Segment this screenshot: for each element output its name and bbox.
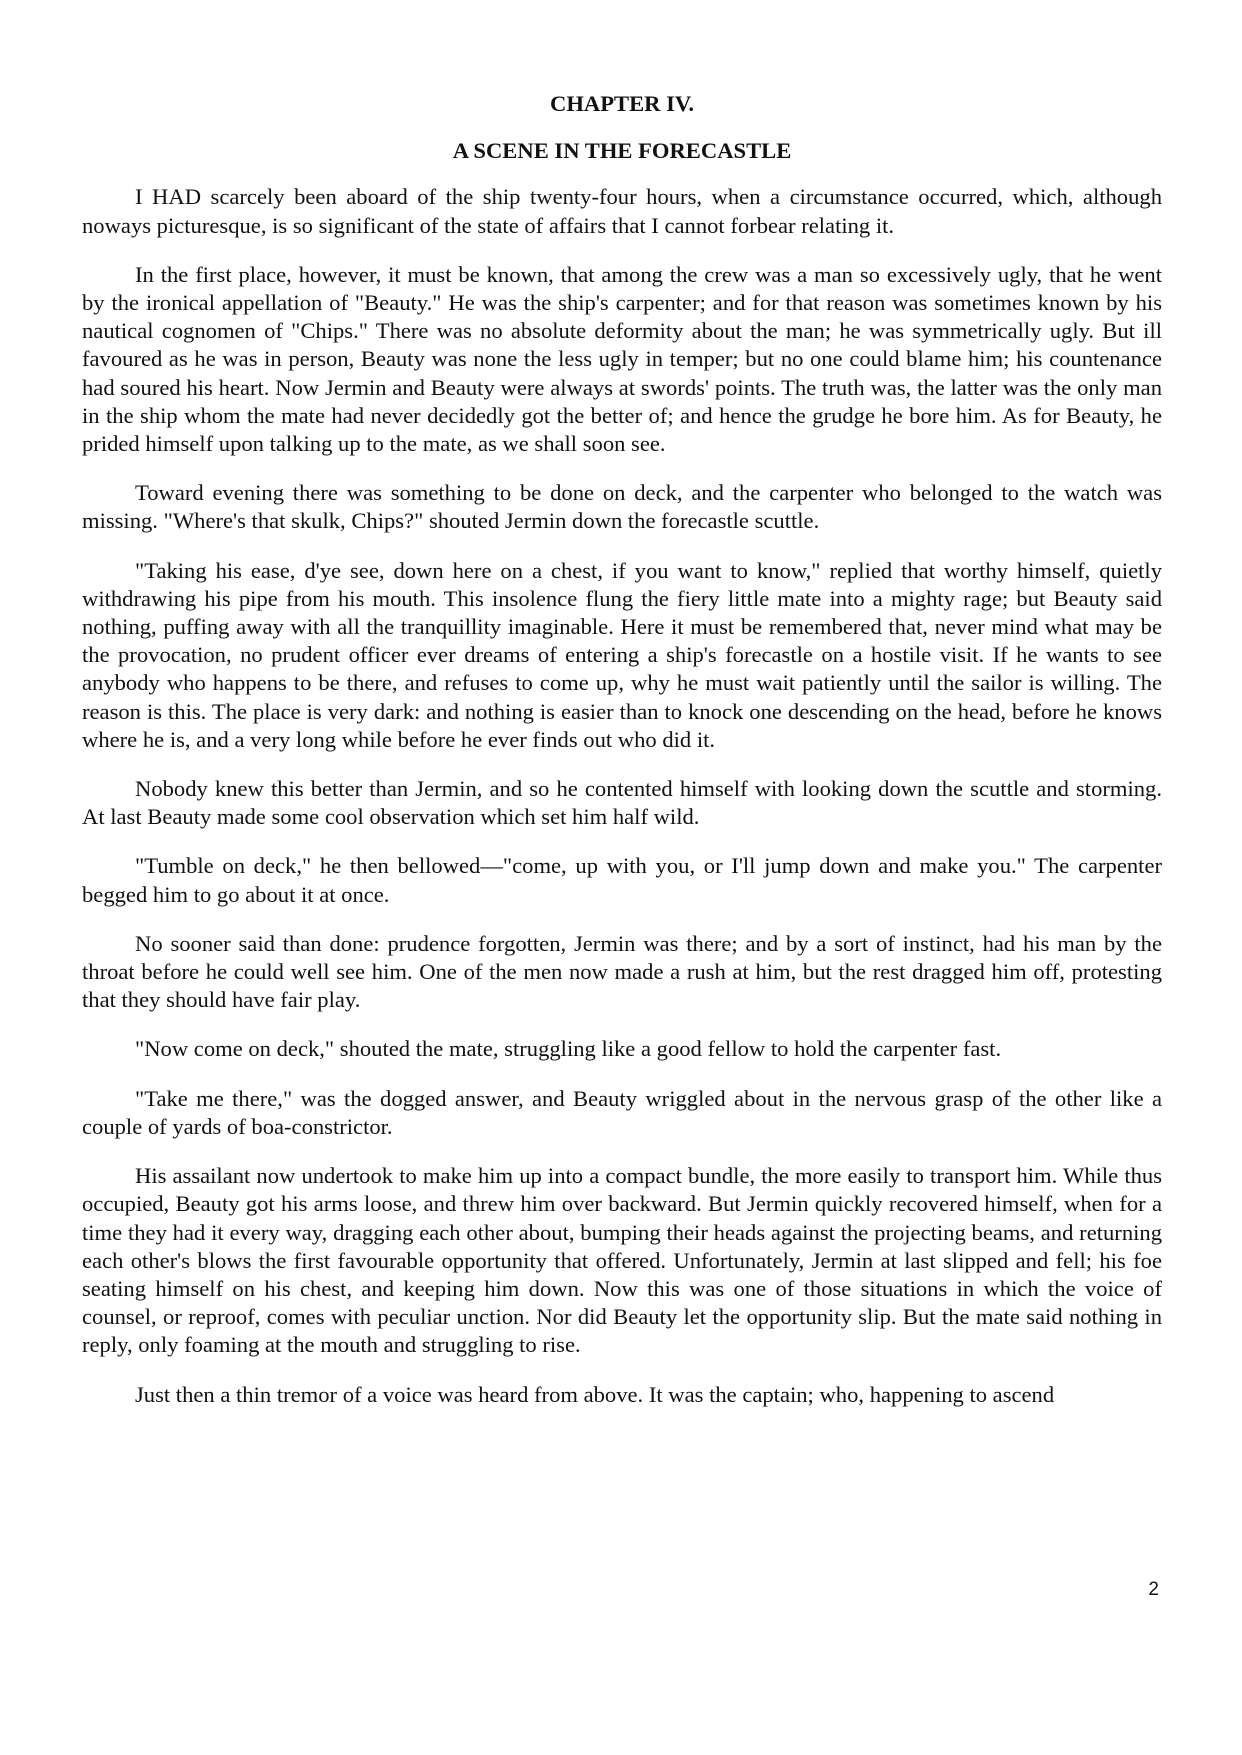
chapter-number: CHAPTER IV. xyxy=(550,91,694,116)
chapter-title: A SCENE IN THE FORECASTLE xyxy=(452,138,792,164)
paragraph-8: "Now come on deck," shouted the mate, struggling like a good fellow to hold the carpenter fast. xyxy=(135,1036,1002,1062)
paragraph-7: No sooner said than done: prudence forgotten, Jermin was there; and by a sort of instinct, had his man by the throat before he could well see him. One of the men now made a rush at him, but the rest dragged him off, protesting that they should have fair play. xyxy=(82,930,1162,1013)
paragraph-9: "Take me there," was the dogged answer, and Beauty wriggled about in the nervous grasp of the other like a couple of yards of boa-constrictor. xyxy=(82,1085,1162,1139)
page-number: 2 xyxy=(1148,1579,1159,1600)
paragraph-6: "Tumble on deck," he then bellowed—"come, up with you, or I'll jump down and make you." The carpenter begged him to go about it at once. xyxy=(82,853,1162,907)
paragraph-10: His assailant now undertook to make him up into a compact bundle, the more easily to transport him. While thus occupied, Beauty got his arms loose, and threw him over backward. But Jermin quickly recovered himself, when for a time they had it every way, dragging each other about, bumping their heads against the projecting beams, and returning each other's blows the first favourable opportunity that offered. Unfortunately, Jermin at last slipped and fell; his foe seating himself on his chest, and keeping him down. Now this was one of those situations in which the voice of counsel, or reproof, comes with peculiar unction. Nor did Beauty let the opportunity slip. But the mate said nothing in reply, only foaming at the mouth and struggling to rise. xyxy=(82,1163,1162,1358)
paragraph-1: I HAD scarcely been aboard of the ship twenty-four hours, when a circumstance occurred, which, although noways picturesque, is so significant of the state of affairs that I cannot forbear relating it. xyxy=(82,184,1162,238)
paragraph-3: Toward evening there was something to be done on deck, and the carpenter who belonged to the watch was missing. "Where's that skulk, Chips?" shouted Jermin down the forecastle scuttle. xyxy=(82,480,1162,534)
paragraph-4: "Taking his ease, d'ye see, down here on a chest, if you want to know," replied that worthy himself, quietly withdrawing his pipe from his mouth. This insolence flung the fiery little mate into a mighty rage; but Beauty said nothing, puffing away with all the tranquillity imaginable. Here it must be remembered that, never mind what may be the provocation, no prudent officer ever dreams of entering a ship's forecastle on a hostile visit. If he wants to see anybody who happens to be there, and refuses to come up, why he must wait patiently until the sailor is willing. The reason is this. The place is very dark: and nothing is easier than to knock one descending on the head, before he knows where he is, and a very long while before he ever finds out who did it. xyxy=(82,557,1162,752)
paragraph-5: Nobody knew this better than Jermin, and so he contented himself with looking down the scuttle and storming. At last Beauty made some cool observation which set him half wild. xyxy=(82,776,1162,830)
paragraph-11: Just then a thin tremor of a voice was heard from above. It was the captain; who, happening to ascend xyxy=(135,1381,1055,1407)
paragraph-2: In the first place, however, it must be known, that among the crew was a man so excessively ugly, that he went by the ironical appellation of "Beauty." He was the ship's carpenter; and for that reason was sometimes known by his nautical cognomen of "Chips." There was no absolute deformity about the man; he was symmetrically ugly. But ill favoured as he was in person, Beauty was none the less ugly in temper; but no one could blame him; his countenance had soured his heart. Now Jermin and Beauty were always at swords' points. The truth was, the latter was the only man in the ship whom the mate had never decidedly got the better of; and hence the grudge he bore him. As for Beauty, he prided himself upon talking up to the mate, as we shall soon see. xyxy=(82,261,1162,457)
chapter-text xyxy=(82,90,1162,1430)
